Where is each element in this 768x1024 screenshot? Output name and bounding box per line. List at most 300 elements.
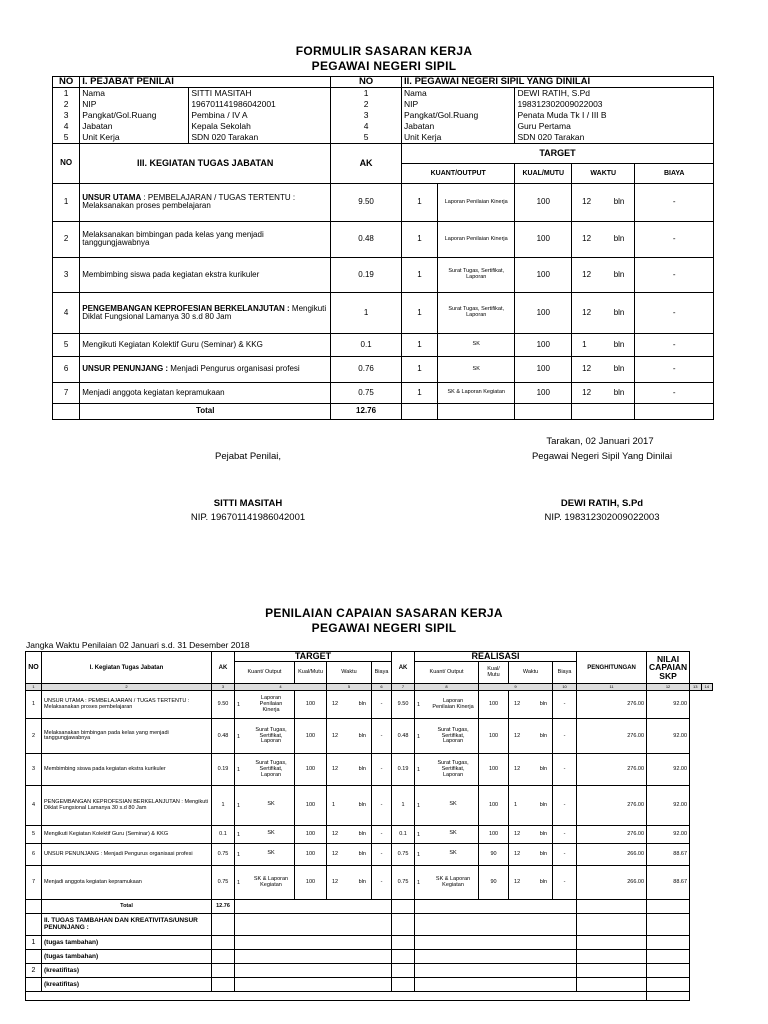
total-cell-e	[635, 403, 714, 419]
activity-description: UNSUR UTAMA : PEMBELAJARAN / TUGAS TERTENTU : Melaksanakan proses pembelajaran	[42, 691, 212, 719]
row-quantity: 1	[402, 183, 438, 221]
row-quantity: 1	[402, 221, 438, 257]
row-ak: 0.1	[331, 333, 402, 356]
activity-text: Menjadi anggota kegiatan kepramukaan	[82, 387, 225, 397]
penghitungan-value: 276.00	[577, 754, 647, 786]
row-quantity: 1	[402, 257, 438, 292]
realisasi-time-unit: bln	[539, 802, 548, 809]
activity-category: UNSUR UTAMA	[82, 193, 142, 203]
row-ak: 9.50	[212, 691, 235, 719]
target-output-name: SK	[267, 801, 275, 808]
pns-field-label: Nama	[402, 87, 515, 99]
pns-field-value: Guru Pertama	[515, 121, 714, 132]
row-output: Surat Tugas, Sertifikat, Laporan	[438, 292, 515, 333]
pejabat-role: Pejabat Penilai,	[214, 451, 282, 462]
pejabat-field-label: Jabatan	[80, 121, 189, 132]
target-cost: -	[372, 844, 392, 866]
extra-target	[235, 936, 392, 950]
row-cost: -	[635, 183, 714, 221]
row-quality: 100	[515, 292, 572, 333]
row-no: 3	[53, 257, 80, 292]
row-quantity: 1	[402, 292, 438, 333]
row-quantity: 1	[402, 382, 438, 403]
penghitungan-header: PENGHITUNGAN	[577, 652, 647, 684]
row-ak: 9.50	[331, 183, 402, 221]
realisasi-time-unit: bln	[539, 851, 548, 858]
row-time-value: 12	[582, 197, 592, 207]
extra-ak	[212, 978, 235, 992]
target-cost: -	[372, 691, 392, 719]
realisasi-output	[415, 866, 479, 900]
realisasi-header: REALISASI	[415, 652, 577, 662]
realisasi-time-unit: bln	[539, 732, 548, 739]
penghitungan-value: 276.00	[577, 719, 647, 754]
extra-nilai	[647, 978, 690, 992]
row-time-value: 12	[582, 307, 592, 317]
row-output: SK	[438, 356, 515, 382]
target-time	[327, 844, 372, 866]
closing-nilai	[647, 992, 690, 1001]
row-ak: 0.48	[212, 719, 235, 754]
realisasi-quality: 100	[479, 691, 509, 719]
extra-nilai	[647, 964, 690, 978]
total-cell-a	[402, 403, 438, 419]
nilai-capaian-value: 92.00	[647, 826, 690, 844]
penghitungan-value: 276.00	[577, 786, 647, 826]
row-time-unit: bln	[613, 364, 625, 374]
pns-row-no: 4	[331, 121, 402, 132]
column-number: 1	[26, 684, 42, 691]
activity-description	[80, 292, 331, 333]
realisasi-quality: 90	[479, 866, 509, 900]
assessment-period: Jangka Waktu Penilaian 02 Januari s.d. 31 Desember 2018	[26, 640, 250, 650]
row-time-value: 12	[582, 269, 592, 279]
target-time-unit: bln	[358, 766, 366, 773]
section2-ak	[212, 914, 235, 936]
extra-target	[235, 950, 392, 964]
extra-row-no	[26, 978, 42, 992]
extra-r-ak	[392, 978, 415, 992]
target-output-name: SK	[267, 830, 275, 837]
target-time	[327, 754, 372, 786]
column-number: 7	[392, 684, 415, 691]
activity-description: Melaksanakan bimbingan pada kelas yang menjadi tanggungjawabnya	[42, 719, 212, 754]
realisasi-quantity: 1	[417, 767, 421, 774]
pns-row-no: 3	[331, 110, 402, 121]
column-number: 12	[647, 684, 690, 691]
column-number: 4	[235, 684, 327, 691]
target-header: TARGET	[235, 652, 392, 662]
column-number: 9	[479, 684, 553, 691]
realisasi-output-name: Surat Tugas, Sertifikat, Laporan	[437, 760, 469, 778]
biaya-header: Biaya	[372, 662, 392, 684]
extra-r-ak	[392, 936, 415, 950]
target-output-name: Laporan Penilaian Kinerja	[259, 695, 283, 713]
realisasi-ak: 0.48	[392, 719, 415, 754]
form2-title-line1: PENILAIAN CAPAIAN SASARAN KERJA	[265, 606, 503, 620]
realisasi-ak: 1	[392, 786, 415, 826]
kual-header: Kual/Mutu	[295, 662, 327, 684]
place-date: Tarakan, 02 Januari 2017	[546, 436, 654, 447]
row-time-unit: bln	[613, 307, 625, 317]
form1-title-line2: PEGAWAI NEGERI SIPIL	[311, 59, 457, 73]
row-no: 5	[53, 333, 80, 356]
activity-description	[80, 382, 331, 403]
target-quality: 100	[295, 866, 327, 900]
row-ak: 0.1	[212, 826, 235, 844]
realisasi-time	[509, 866, 553, 900]
total-nilai	[647, 900, 690, 914]
target-time-value: 12	[332, 766, 339, 773]
column-number: 14	[701, 684, 712, 691]
target-time-unit: bln	[358, 851, 366, 858]
section2-r-ak	[392, 914, 415, 936]
activity-description	[80, 257, 331, 292]
capaian-table	[25, 651, 713, 1001]
target-time-value: 12	[332, 879, 339, 886]
row-quality: 100	[515, 333, 572, 356]
target-output	[235, 866, 295, 900]
column-number: 2	[42, 684, 212, 691]
column-number: 13	[690, 684, 701, 691]
col-no-2: NO	[331, 77, 402, 88]
row-no: 5	[26, 826, 42, 844]
row-output: Laporan Penilaian Kinerja	[438, 183, 515, 221]
kual-header: KUAL/MUTU	[515, 163, 572, 183]
row-time-value: 12	[582, 387, 592, 397]
target-time-unit: bln	[358, 701, 366, 708]
realisasi-quantity: 1	[417, 702, 421, 709]
target-output	[235, 719, 295, 754]
closing-row	[26, 992, 647, 1001]
row-time-unit: bln	[613, 387, 625, 397]
row-time-value: 12	[582, 234, 592, 244]
realisasi-output	[415, 754, 479, 786]
extra-hitung	[577, 950, 647, 964]
target-output	[235, 844, 295, 866]
row-ak: 0.19	[331, 257, 402, 292]
target-time-value: 12	[332, 851, 339, 858]
realisasi-output-name: Surat Tugas, Sertifikat, Laporan	[437, 726, 469, 745]
row-ak: 0.19	[212, 754, 235, 786]
penghitungan-value: 276.00	[577, 826, 647, 844]
activity-text: Menjadi Pengurus organisasi profesi	[168, 364, 300, 374]
pns-field-label: NIP	[402, 99, 515, 110]
section2-hitung	[577, 914, 647, 936]
column-number: 11	[577, 684, 647, 691]
sasaran-kerja-table	[52, 76, 714, 420]
form2-title-line2: PEGAWAI NEGERI SIPIL	[311, 621, 457, 635]
activity-text: Membimbing siswa pada kegiatan ekstra kurikuler	[82, 269, 260, 279]
total-r-ak	[392, 900, 415, 914]
realisasi-cost: -	[553, 786, 577, 826]
total-ak: 12.76	[212, 900, 235, 914]
pns-field-value: SDN 020 Tarakan	[515, 132, 714, 144]
form1-title-line1: FORMULIR SASARAN KERJA	[295, 44, 473, 58]
realisasi-time	[509, 786, 553, 826]
row-quality: 100	[515, 356, 572, 382]
total-ak: 12.76	[331, 403, 402, 419]
pejabat-row-no: 2	[53, 99, 80, 110]
row-time	[572, 333, 635, 356]
total-empty	[53, 403, 80, 419]
realisasi-quality: 100	[479, 826, 509, 844]
pns-field-value: DEWI RATIH, S.Pd	[515, 87, 714, 99]
row-ak: 0.75	[331, 382, 402, 403]
nilai-capaian-value: 88.67	[647, 844, 690, 866]
target-quantity: 1	[237, 880, 241, 887]
realisasi-time-unit: bln	[539, 831, 548, 838]
section2-header: II. TUGAS TAMBAHAN DAN KREATIVITAS/UNSUR PENUNJANG :	[42, 914, 212, 936]
pejabat-field-label: NIP	[80, 99, 189, 110]
realisasi-output	[415, 691, 479, 719]
kuant-header: Kuant/ Output	[235, 662, 295, 684]
realisasi-cost: -	[553, 844, 577, 866]
nilai-capaian-value: 92.00	[647, 754, 690, 786]
realisasi-time-unit: bln	[539, 766, 548, 773]
realisasi-output-name: Laporan Penilaian Kinerja	[432, 698, 474, 710]
realisasi-quality: 100	[479, 786, 509, 826]
target-output-name: Surat Tugas, Sertifikat, Laporan	[255, 760, 287, 778]
target-time	[327, 826, 372, 844]
total-cell-b	[438, 403, 515, 419]
target-time-unit: bln	[358, 732, 366, 739]
pns-nip: NIP. 198312302009022003	[544, 512, 660, 523]
extra-ak	[212, 950, 235, 964]
row-no: 6	[26, 844, 42, 866]
pns-field-label: Jabatan	[402, 121, 515, 132]
target-output-name: SK	[267, 850, 275, 857]
target-output	[235, 754, 295, 786]
r-waktu-header: Waktu	[509, 662, 553, 684]
total-target	[235, 900, 392, 914]
activity-description: PENGEMBANGAN KEPROFESIAN BERKELANJUTAN : Mengikuti Diklat Fungsional Lamanya 30 s.d 80 Jam	[42, 786, 212, 826]
realisasi-time-value: 1	[514, 802, 518, 809]
col-kegiatan: I. Kegiatan Tugas Jabatan	[42, 652, 212, 684]
row-time	[572, 257, 635, 292]
col-ak: AK	[212, 652, 235, 684]
realisasi-output	[415, 719, 479, 754]
activity-category: PENGEMBANGAN KEPROFESIAN BERKELANJUTAN :	[82, 303, 290, 313]
target-time	[327, 719, 372, 754]
row-time-value: 1	[582, 339, 587, 349]
realisasi-ak: 0.1	[392, 826, 415, 844]
target-quantity: 1	[237, 802, 241, 809]
extra-nilai	[647, 936, 690, 950]
pns-header: II. PEGAWAI NEGERI SIPIL YANG DINILAI	[402, 77, 714, 88]
col-no: NO	[53, 77, 80, 88]
row-cost: -	[635, 257, 714, 292]
row-ak: 1	[212, 786, 235, 826]
realisasi-time-unit: bln	[539, 879, 548, 886]
pejabat-row-no: 5	[53, 132, 80, 144]
target-quality: 100	[295, 844, 327, 866]
row-output: Surat Tugas, Sertifikat, Laporan	[438, 257, 515, 292]
realisasi-time-value: 12	[514, 831, 521, 838]
row-no: 2	[26, 719, 42, 754]
row-time	[572, 356, 635, 382]
target-time-unit: bln	[358, 879, 366, 886]
target-output	[235, 691, 295, 719]
activity-text: : PEMBELAJARAN / TUGAS TERTENTU : Melaksanakan proses pembelajaran	[82, 193, 296, 211]
realisasi-time-value: 12	[514, 879, 521, 886]
row-ak: 0.75	[212, 844, 235, 866]
extra-realisasi	[415, 950, 577, 964]
penghitungan-value: 276.00	[577, 691, 647, 719]
kuant-header: KUANT/OUTPUT	[402, 163, 515, 183]
row-ak: 0.48	[331, 221, 402, 257]
realisasi-cost: -	[553, 866, 577, 900]
pejabat-header: I. PEJABAT PENILAI	[80, 77, 331, 88]
row-cost: -	[635, 333, 714, 356]
nilai-capaian-value: 88.67	[647, 866, 690, 900]
realisasi-time-value: 12	[514, 701, 521, 708]
extra-r-ak	[392, 964, 415, 978]
target-cost: -	[372, 826, 392, 844]
extra-row-no: 2	[26, 964, 42, 978]
activity-category: UNSUR PENUNJANG :	[82, 364, 169, 374]
target-output-name: Surat Tugas, Sertifikat, Laporan	[255, 726, 287, 745]
pejabat-field-value: Pembina / IV A	[189, 110, 331, 121]
column-number: 5	[327, 684, 372, 691]
realisasi-quantity: 1	[417, 851, 421, 858]
row-quality: 100	[515, 382, 572, 403]
section2-no	[26, 914, 42, 936]
row-time-unit: bln	[613, 234, 625, 244]
extra-ak	[212, 964, 235, 978]
col-no: NO	[26, 652, 42, 684]
target-quality: 100	[295, 719, 327, 754]
target-time	[327, 786, 372, 826]
pns-row-no: 2	[331, 99, 402, 110]
total-label: Total	[80, 403, 331, 419]
extra-row-label: (tugas tambahan)	[42, 950, 212, 964]
row-cost: -	[635, 356, 714, 382]
realisasi-time-value: 12	[514, 851, 521, 858]
realisasi-time	[509, 691, 553, 719]
row-quality: 100	[515, 183, 572, 221]
biaya-header: BIAYA	[635, 163, 714, 183]
realisasi-output-name: SK	[449, 830, 457, 837]
pns-name: DEWI RATIH, S.Pd	[560, 498, 644, 509]
realisasi-time-value: 12	[514, 732, 521, 739]
row-no: 1	[53, 183, 80, 221]
target-quantity: 1	[237, 702, 241, 709]
row-output: Laporan Penilaian Kinerja	[438, 221, 515, 257]
col-ak-realisasi: AK	[392, 652, 415, 684]
row-ak: 0.75	[212, 866, 235, 900]
realisasi-ak: 9.50	[392, 691, 415, 719]
realisasi-quantity: 1	[417, 880, 421, 887]
nilai-capaian-value: 92.00	[647, 691, 690, 719]
total-hitung	[577, 900, 647, 914]
extra-nilai	[647, 950, 690, 964]
extra-hitung	[577, 978, 647, 992]
total-cell-d	[572, 403, 635, 419]
row-no: 2	[53, 221, 80, 257]
target-output-name: SK & Laporan Kegiatan	[253, 876, 289, 888]
activity-description	[80, 333, 331, 356]
target-time-unit: bln	[358, 802, 366, 809]
row-time-unit: bln	[613, 197, 625, 207]
kegiatan-header: III. KEGIATAN TUGAS JABATAN	[80, 143, 331, 183]
realisasi-output-name: SK	[449, 850, 457, 857]
realisasi-ak: 0.75	[392, 866, 415, 900]
extra-hitung	[577, 964, 647, 978]
nilai-header: NILAI CAPAIAN SKP	[647, 652, 690, 684]
ak-header: AK	[331, 143, 402, 183]
target-output	[235, 826, 295, 844]
row-time-unit: bln	[613, 269, 625, 279]
pejabat-field-label: Nama	[80, 87, 189, 99]
row-output: SK	[438, 333, 515, 356]
row-output: SK & Laporan Kegiatan	[438, 382, 515, 403]
row-no: 6	[53, 356, 80, 382]
target-cost: -	[372, 866, 392, 900]
pejabat-field-label: Pangkat/Gol.Ruang	[80, 110, 189, 121]
realisasi-output	[415, 844, 479, 866]
realisasi-quantity: 1	[417, 831, 421, 838]
extra-target	[235, 978, 392, 992]
section2-nilai	[647, 914, 690, 936]
target-time-value: 1	[332, 802, 336, 809]
realisasi-quality: 100	[479, 719, 509, 754]
target-quantity: 1	[237, 767, 241, 774]
realisasi-ak: 0.19	[392, 754, 415, 786]
target-quantity: 1	[237, 831, 241, 838]
target-time-unit: bln	[358, 831, 366, 838]
row-time	[572, 183, 635, 221]
row-cost: -	[635, 221, 714, 257]
realisasi-time-unit: bln	[539, 701, 548, 708]
activity-description: Membimbing siswa pada kegiatan ekstra kurikuler	[42, 754, 212, 786]
target-cost: -	[372, 719, 392, 754]
pejabat-field-value: SDN 020 Tarakan	[189, 132, 331, 144]
pns-field-value: 198312302009022003	[515, 99, 714, 110]
extra-target	[235, 964, 392, 978]
target-output	[235, 786, 295, 826]
waktu-header: Waktu	[327, 662, 372, 684]
pns-row-no: 1	[331, 87, 402, 99]
realisasi-time	[509, 826, 553, 844]
realisasi-output-name: SK & Laporan Kegiatan	[435, 876, 471, 888]
row-time	[572, 382, 635, 403]
row-ak: 0.76	[331, 356, 402, 382]
penghitungan-value: 266.00	[577, 844, 647, 866]
row-no: 7	[26, 866, 42, 900]
row-cost: -	[635, 292, 714, 333]
extra-row-no	[26, 950, 42, 964]
total-cell-c	[515, 403, 572, 419]
activity-description	[80, 221, 331, 257]
realisasi-time-value: 12	[514, 766, 521, 773]
waktu-header: WAKTU	[572, 163, 635, 183]
extra-hitung	[577, 936, 647, 950]
target-quality: 100	[295, 786, 327, 826]
pns-row-no: 5	[331, 132, 402, 144]
target-time-value: 12	[332, 831, 339, 838]
pns-field-label: Pangkat/Gol.Ruang	[402, 110, 515, 121]
pns-field-value: Penata Muda Tk I / III B	[515, 110, 714, 121]
r-biaya-header: Biaya	[553, 662, 577, 684]
section2-target	[235, 914, 392, 936]
row-quantity: 1	[402, 356, 438, 382]
realisasi-output-name: SK	[449, 801, 457, 808]
activity-description: Menjadi anggota kegiatan kepramukaan	[42, 866, 212, 900]
realisasi-time	[509, 719, 553, 754]
pejabat-field-value: SITTI MASITAH	[189, 87, 331, 99]
target-time-value: 12	[332, 701, 339, 708]
